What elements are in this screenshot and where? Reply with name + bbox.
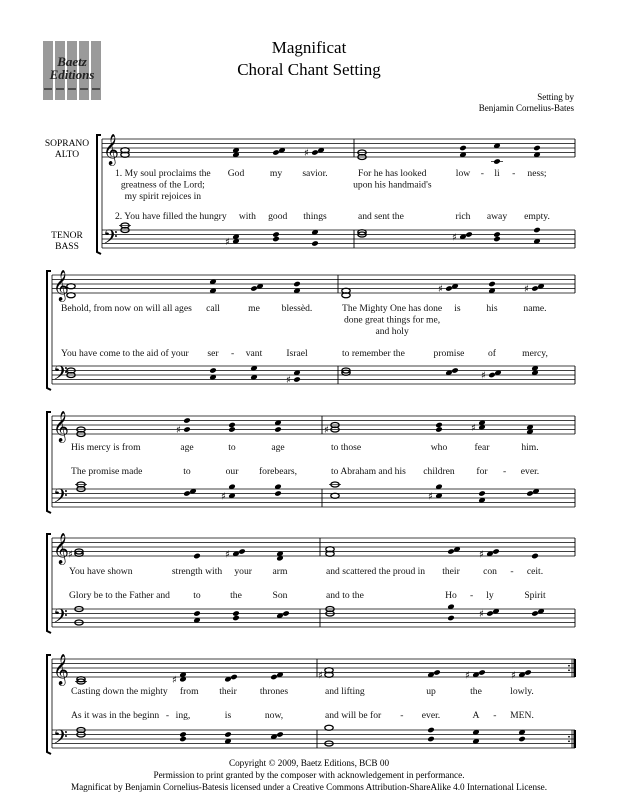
- system-bracket: [47, 534, 51, 633]
- treble-note: [478, 669, 486, 675]
- sharp-icon: ♯: [176, 425, 181, 436]
- treble-note: [459, 145, 467, 151]
- lyric-verse-2: and to the: [326, 590, 364, 601]
- bass-clef-icon: 𝄢: [53, 486, 68, 512]
- sharp-icon: ♯: [428, 491, 433, 503]
- lyric-verse-1: arm: [272, 566, 288, 577]
- treble-note: [531, 285, 539, 291]
- lyric-verse-1: God: [227, 168, 245, 179]
- lyric-verse-1: your: [234, 566, 252, 577]
- lyric-verse-1: greatness of the Lord;: [120, 179, 205, 191]
- bass-note: [293, 376, 301, 382]
- sharp-icon: ♯: [225, 236, 230, 248]
- voice-label-bass: BASS: [55, 242, 79, 252]
- lyric-verse-2: of: [488, 348, 496, 359]
- lyric-hyphen: -: [502, 466, 507, 477]
- bass-note: [272, 231, 280, 237]
- lyric-verse-2: to remember the: [342, 348, 405, 359]
- bass-clef-icon: 𝄢: [53, 727, 68, 753]
- sharp-icon: ♯: [318, 670, 323, 682]
- treble-staff: [102, 139, 575, 157]
- lyric-verse-2: Son: [272, 590, 288, 601]
- sharp-icon: ♯: [225, 549, 230, 561]
- lyric-verse-1: For he has looked: [358, 168, 427, 179]
- lyric-verse-1: con: [483, 566, 497, 577]
- treble-note: [488, 281, 496, 287]
- bass-note: [183, 490, 191, 496]
- lyric-hyphen: -: [480, 168, 484, 179]
- sharp-icon: ♯: [438, 284, 443, 295]
- lyric-verse-1: You have shown: [69, 566, 133, 577]
- lyric-verse-2: Israel: [286, 348, 308, 359]
- lyric-verse-2: to Abraham and his: [331, 466, 406, 477]
- bass-note: [493, 231, 501, 237]
- lyric-verse-1: their: [442, 566, 460, 577]
- bass-clef-icon: 𝄢: [53, 363, 68, 389]
- logo-text-line1: Baetz: [57, 54, 87, 69]
- lyric-verse-2: The promise made: [71, 466, 143, 477]
- lyric-verse-1: name.: [523, 303, 547, 314]
- lyric-verse-1: thrones: [259, 686, 289, 697]
- treble-note: [193, 553, 201, 559]
- lyric-hyphen: -: [470, 590, 474, 601]
- lyric-verse-2: ever.: [421, 710, 441, 721]
- publisher-logo: [43, 41, 101, 100]
- voice-label-tenor: TENOR: [51, 231, 83, 241]
- lyric-verse-2: and will be for: [325, 710, 382, 721]
- lyric-verse-2: with: [238, 211, 256, 222]
- treble-note: [311, 149, 319, 155]
- lyric-verse-1: lowly.: [510, 686, 534, 697]
- lyric-verse-1: The Mighty One has done: [342, 303, 443, 314]
- treble-note: [533, 145, 541, 151]
- sharp-icon: ♯: [286, 375, 291, 386]
- lyric-verse-2: for: [476, 466, 488, 477]
- lyric-verse-1: upon his handmaid's: [353, 179, 432, 191]
- bass-note: [311, 240, 319, 246]
- lyric-verse-2: to: [193, 590, 201, 601]
- lyric-verse-1: fear: [474, 442, 490, 453]
- bass-note: [518, 736, 526, 742]
- lyric-verse-2: MEN.: [510, 710, 534, 721]
- voice-label-soprano: SOPRANO: [44, 139, 90, 149]
- sharp-icon: ♯: [172, 674, 177, 686]
- permission-notice: Permission to print granted by the composer with acknowledgement in performance.: [153, 770, 465, 780]
- treble-note: [524, 669, 532, 675]
- lyric-verse-1: li: [494, 168, 500, 179]
- page-title: Magnificat: [271, 38, 347, 57]
- lyric-verse-2: children: [423, 466, 455, 477]
- lyric-verse-2: Spirit: [524, 590, 546, 601]
- copyright-notice: Copyright © 2009, Baetz Editions, BCB 00: [228, 758, 390, 768]
- sharp-icon: ♯: [479, 609, 484, 620]
- sharp-icon: ♯: [524, 284, 529, 295]
- sharp-icon: ♯: [481, 370, 486, 382]
- lyric-verse-2: the: [230, 590, 242, 601]
- treble-staff: [52, 275, 575, 293]
- lyric-verse-2: ing,: [175, 710, 191, 721]
- lyric-verse-1: age: [180, 442, 194, 453]
- bass-note: [274, 490, 282, 496]
- bass-note: [465, 231, 473, 237]
- lyric-verse-2: things: [303, 211, 327, 222]
- bass-note: [179, 736, 187, 742]
- bass-whole-note: [325, 725, 333, 730]
- system-4: [69, 566, 546, 601]
- system-bracket: [47, 412, 51, 513]
- bass-note: [224, 731, 232, 737]
- lyric-verse-2: to: [183, 466, 191, 477]
- lyric-verse-1: strength with: [171, 566, 223, 577]
- bass-staff: [102, 230, 575, 248]
- bass-staff: [52, 489, 575, 507]
- system-1: [115, 168, 550, 222]
- lyric-verse-1: ceit.: [526, 566, 544, 577]
- repeat-dot: [568, 665, 570, 667]
- system-bracket: [47, 271, 51, 390]
- lyric-verse-2: away: [486, 211, 508, 222]
- sharp-icon: ♯: [479, 549, 484, 561]
- lyric-verse-1: age: [271, 442, 285, 453]
- treble-clef-icon: 𝄞: [53, 270, 69, 301]
- lyric-verse-1: low: [455, 168, 471, 179]
- lyric-verse-1: the: [470, 686, 482, 697]
- lyric-verse-2: 2. You have filled the hungry: [115, 211, 227, 222]
- lyric-hyphen: -: [230, 348, 235, 359]
- sharp-icon: ♯: [471, 422, 476, 434]
- system-2: [61, 303, 548, 359]
- bass-note: [193, 610, 201, 616]
- lyric-verse-2: You have come to the aid of your: [61, 348, 189, 359]
- bass-note: [531, 610, 539, 616]
- bass-note: [272, 236, 280, 242]
- lyric-verse-1: is: [454, 303, 461, 314]
- lyric-verse-1: His mercy is from: [71, 442, 141, 453]
- license-notice: Magnificat by Benjamin Cornelius-Batesis licensed under a Creative Commons Attribution-ShareAlike 4.0 International License.: [70, 782, 548, 792]
- treble-note: [492, 548, 500, 554]
- lyric-verse-2: A: [472, 710, 480, 721]
- system-bracket: [97, 135, 101, 254]
- lyric-verse-2: our: [225, 466, 239, 477]
- bass-note: [488, 372, 496, 378]
- music-systems: [44, 133, 576, 754]
- voice-label-alto: ALTO: [54, 150, 80, 160]
- bass-note: [232, 615, 240, 621]
- lyric-verse-1: savior.: [302, 168, 328, 179]
- bass-whole-note: [331, 493, 339, 498]
- bass-note: [282, 610, 290, 616]
- lyric-verse-1: who: [430, 442, 448, 453]
- lyric-verse-1: his: [486, 303, 498, 314]
- bass-note: [533, 227, 541, 233]
- repeat-dot: [568, 669, 570, 671]
- lyric-verse-2: ever.: [520, 466, 540, 477]
- treble-clef-icon: 𝄞: [53, 533, 69, 564]
- lyric-verse-1: up: [426, 686, 436, 697]
- bass-note: [478, 490, 486, 496]
- treble-note: [228, 426, 236, 432]
- sharp-icon: ♯: [324, 425, 329, 436]
- lyric-verse-2: empty.: [524, 211, 550, 222]
- lyric-verse-2: promise: [433, 348, 465, 359]
- lyric-hyphen: -: [512, 168, 516, 179]
- bass-clef-icon: 𝄢: [53, 606, 68, 632]
- system-5: [71, 686, 534, 721]
- lyric-verse-1: Behold, from now on will all ages: [61, 303, 192, 314]
- lyric-verse-1: and lifting: [325, 686, 365, 697]
- lyric-verse-2: Ho: [445, 590, 457, 601]
- treble-note: [183, 417, 191, 423]
- treble-note: [531, 553, 539, 559]
- sharp-icon: ♯: [304, 148, 309, 159]
- sharp-icon: ♯: [68, 549, 73, 561]
- treble-clef-icon: 𝄞: [103, 134, 119, 165]
- bass-note: [209, 367, 217, 373]
- lyric-verse-2: ser: [207, 348, 219, 359]
- lyric-verse-1: blessèd.: [281, 303, 313, 314]
- composer-name: Benjamin Cornelius-Bates: [478, 103, 574, 113]
- treble-note: [274, 426, 282, 432]
- bass-note: [493, 236, 501, 242]
- repeat-dot: [568, 740, 570, 742]
- lyric-verse-2: is: [224, 710, 232, 721]
- lyric-verse-2: now,: [264, 710, 284, 721]
- lyric-verse-2: Glory be to the Father and: [69, 590, 170, 601]
- treble-note: [447, 548, 455, 554]
- sharp-icon: ♯: [511, 670, 516, 682]
- lyric-hyphen: -: [510, 566, 514, 577]
- lyric-verse-1: Casting down the mighty: [71, 686, 168, 697]
- sharp-icon: ♯: [221, 491, 226, 503]
- treble-note: [230, 674, 238, 680]
- treble-note: [250, 285, 258, 291]
- lyric-verse-1: my: [269, 168, 283, 179]
- treble-clef-icon: 𝄞: [53, 411, 69, 442]
- lyric-verse-1: him.: [521, 442, 539, 453]
- lyric-hyphen: -: [165, 710, 170, 721]
- lyric-verse-2: As it was in the beginn: [71, 710, 160, 721]
- lyric-verse-1: done great things for me,: [344, 314, 441, 326]
- bass-note: [232, 610, 240, 616]
- lyric-verse-2: rich: [455, 211, 471, 222]
- lyric-verse-2: and sent the: [358, 211, 404, 222]
- lyric-verse-1: 1. My soul proclaims the: [115, 168, 211, 179]
- lyric-verse-1: their: [219, 686, 237, 697]
- lyric-verse-2: forebears,: [258, 466, 298, 477]
- lyric-verse-1: and holy: [375, 326, 409, 337]
- bass-note: [451, 367, 459, 373]
- lyric-verse-1: from: [179, 686, 199, 697]
- lyric-verse-1: call: [206, 303, 220, 314]
- treble-note: [445, 285, 453, 291]
- lyric-verse-1: my spirit rejoices in: [124, 191, 202, 202]
- treble-staff: [52, 416, 575, 434]
- repeat-dot: [568, 736, 570, 738]
- treble-note: [228, 422, 236, 428]
- bass-note: [427, 727, 435, 733]
- bass-note: [447, 615, 455, 621]
- treble-clef-icon: 𝄞: [53, 654, 69, 685]
- treble-note: [183, 426, 191, 432]
- lyric-verse-1: to those: [331, 442, 362, 453]
- treble-note: [272, 149, 280, 155]
- final-barline-thick: [574, 730, 577, 748]
- treble-note: [435, 426, 443, 432]
- bass-staff: [52, 730, 575, 748]
- bass-note: [179, 731, 187, 737]
- bass-note: [486, 610, 494, 616]
- logo-text-line2: Editions: [49, 67, 95, 82]
- bass-clef-icon: 𝄢: [103, 227, 118, 253]
- lyric-hyphen: -: [400, 710, 404, 721]
- lyric-verse-1: ness;: [527, 168, 547, 179]
- lyric-verse-2: vant: [245, 348, 263, 359]
- lyric-verse-2: mercy,: [522, 348, 548, 359]
- lyric-verse-2: good: [268, 211, 288, 222]
- system-3: [71, 442, 539, 477]
- treble-note: [433, 669, 441, 675]
- bass-note: [276, 731, 284, 737]
- treble-note: [493, 158, 501, 164]
- treble-staff: [52, 659, 575, 677]
- lyric-verse-2: ly: [486, 590, 494, 601]
- credit-label: Setting by: [537, 92, 574, 102]
- lyric-verse-1: me: [248, 303, 260, 314]
- treble-note: [238, 548, 246, 554]
- treble-note: [270, 674, 278, 680]
- treble-note: [293, 281, 301, 287]
- sharp-icon: ♯: [452, 232, 457, 244]
- system-bracket: [47, 655, 51, 754]
- lyric-verse-1: to: [228, 442, 236, 453]
- bass-note: [427, 736, 435, 742]
- final-barline-thick: [574, 659, 577, 677]
- sharp-icon: ♯: [465, 670, 470, 682]
- page-subtitle: Choral Chant Setting: [237, 60, 381, 79]
- lyric-hyphen: -: [493, 710, 497, 721]
- lyric-verse-1: and scattered the proud in: [326, 566, 426, 577]
- treble-note: [435, 422, 443, 428]
- bass-note: [526, 490, 534, 496]
